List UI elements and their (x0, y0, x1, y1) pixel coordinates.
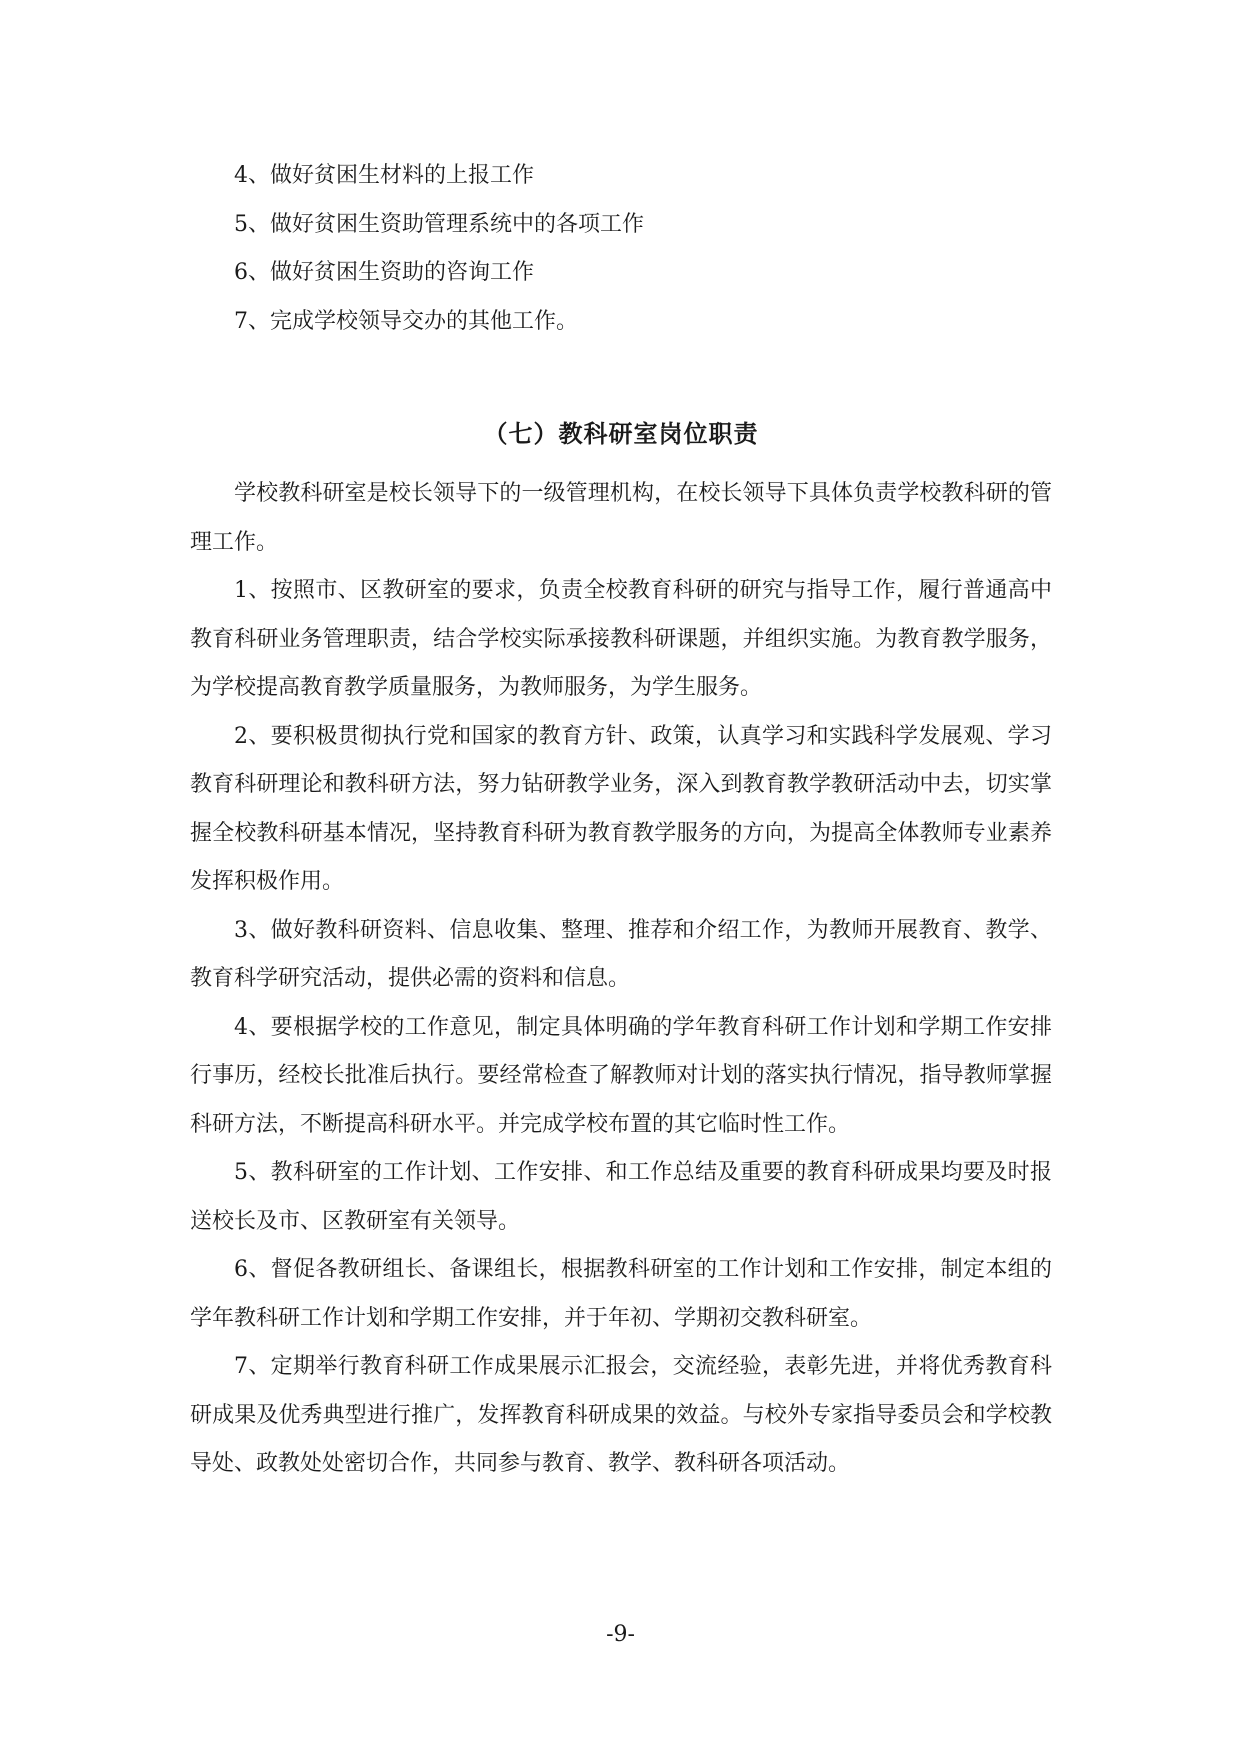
duty-item-6: 6、督促各教研组长、备课组长，根据教科研室的工作计划和工作安排，制定本组的学年教科研工作计划和学期工作安排，并于年初、学期初交教科研室。 (190, 1257, 1052, 1331)
duty-item-4: 4、要根据学校的工作意见，制定具体明确的学年教育科研工作计划和学期工作安排行事历，经校长批准后执行。要经常检查了解教师对计划的落实执行情况，指导教师掌握科研方法，不断提高科研水平。并完成学校布置的其它临时性工作。 (190, 1014, 1052, 1137)
page-number: -9- (606, 1622, 635, 1647)
duty-item-1: 1、按照市、区教研室的要求，负责全校教育科研的研究与指导工作，履行普通高中教育科研业务管理职责，结合学校实际承接教科研课题，并组织实施。为教育教学服务，为学校提高教育教学质量服务，为教师服务，为学生服务。 (190, 578, 1052, 700)
duty-item-5: 5、教科研室的工作计划、工作安排、和工作总结及重要的教育科研成果均要及时报送校长及市、区教研室有关领导。 (190, 1160, 1052, 1234)
section-intro: 学校教科研室是校长领导下的一级管理机构，在校长领导下具体负责学校教科研的管理工作。 (190, 481, 1052, 555)
top-list (190, 152, 1052, 346)
section-title: （七）教科研室岗位职责 (483, 419, 759, 448)
list-item: 5、做好贫困生资助管理系统中的各项工作 (234, 211, 644, 237)
duty-item-2: 2、要积极贯彻执行党和国家的教育方针、政策，认真学习和实践科学发展观、学习教育科研理论和教科研方法，努力钻研教学业务，深入到教育教学教研活动中去，切实掌握全校教科研基本情况，坚持教育科研为教育教学服务的方向，为提高全体教师专业素养发挥积极作用。 (190, 723, 1052, 894)
list-item: 4、做好贫困生材料的上报工作 (234, 163, 534, 188)
duty-item-3: 3、做好教科研资料、信息收集、整理、推荐和介绍工作，为教师开展教育、教学、教育科学研究活动，提供必需的资料和信息。 (190, 917, 1052, 991)
list-item: 6、做好贫困生资助的咨询工作 (234, 260, 534, 285)
duty-item-7: 7、定期举行教育科研工作成果展示汇报会，交流经验，表彰先进，并将优秀教育科研成果及优秀典型进行推广，发挥教育科研成果的效益。与校外专家指导委员会和学校教导处、政教处处密切合作，共同参与教育、教学、教科研各项活动。 (190, 1354, 1052, 1476)
page-content (190, 152, 1052, 1489)
list-item: 7、完成学校领导交办的其他工作。 (234, 308, 578, 334)
